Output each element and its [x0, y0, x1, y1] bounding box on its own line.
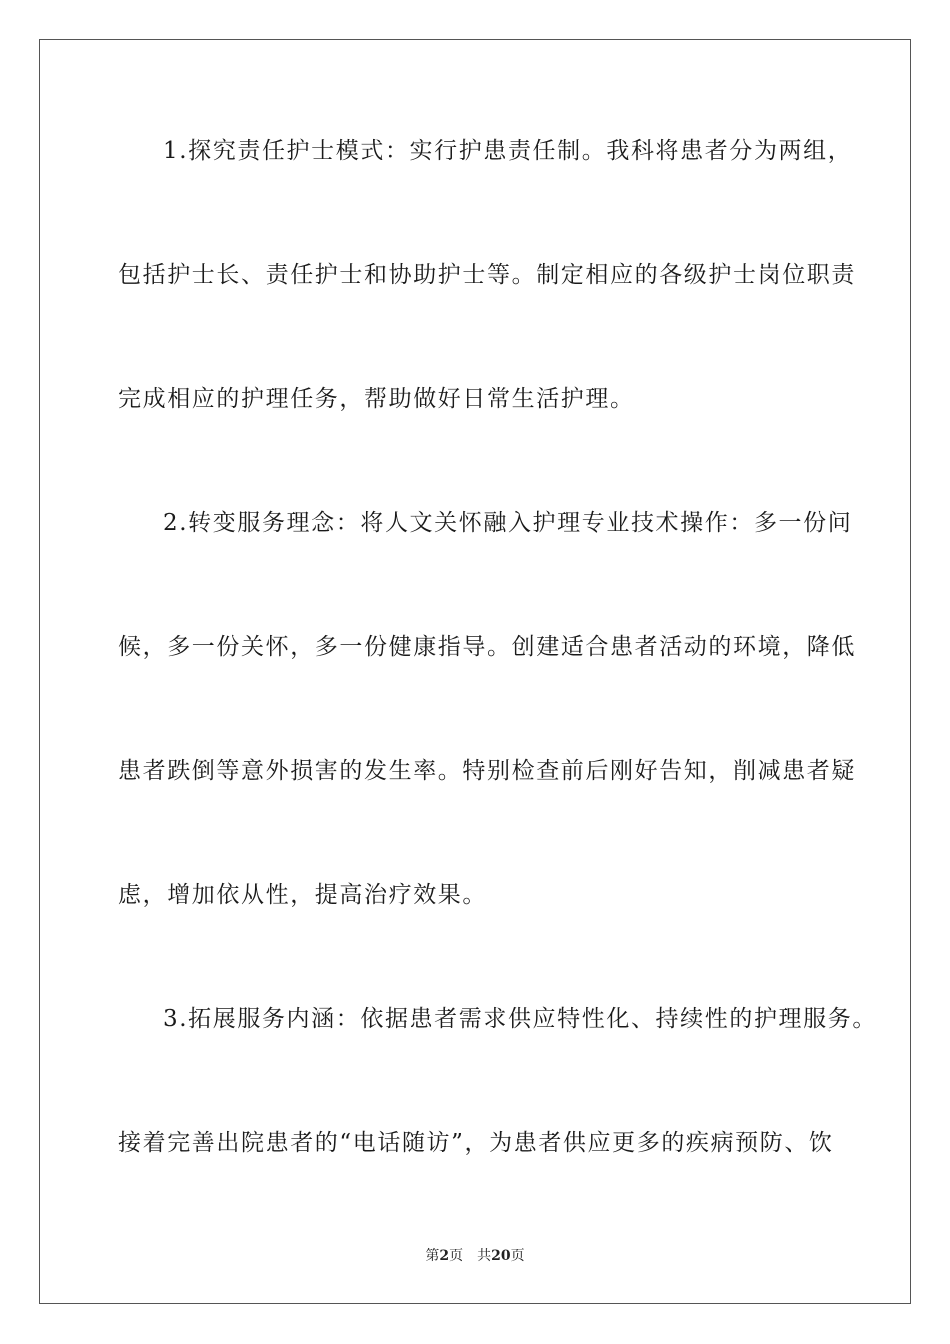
paragraph-line: 3.拓展服务内涵：依据患者需求供应特性化、持续性的护理服务。	[163, 1006, 877, 1032]
paragraph-line: 1.探究责任护士模式：实行护患责任制。我科将患者分为两组，	[163, 138, 853, 164]
paragraph-line: 候，多一份关怀，多一份健康指导。创建适合患者活动的环境，降低	[118, 634, 856, 660]
current-page-number: 2	[439, 1248, 450, 1264]
paragraph-line: 虑，增加依从性，提高治疗效果。	[118, 882, 487, 908]
paragraph-line: 完成相应的护理任务，帮助做好日常生活护理。	[118, 386, 635, 412]
total-pages-number: 20	[491, 1248, 511, 1264]
total-suffix: 页	[510, 1248, 525, 1264]
page-suffix: 页	[449, 1248, 464, 1264]
paragraph-line: 包括护士长、责任护士和协助护士等。制定相应的各级护士岗位职责	[118, 262, 856, 288]
paragraph-line: 患者跌倒等意外损害的发生率。特别检查前后刚好告知，削减患者疑	[118, 758, 856, 784]
paragraph-line: 接着完善出院患者的“电话随访”，为患者供应更多的疾病预防、饮	[118, 1130, 834, 1156]
page-number-footer	[0, 1245, 950, 1265]
page-prefix: 第	[425, 1248, 440, 1264]
total-prefix: 共	[477, 1248, 492, 1264]
paragraph-line: 2.转变服务理念：将人文关怀融入护理专业技术操作：多一份问	[163, 510, 853, 536]
page-border	[39, 39, 911, 1304]
